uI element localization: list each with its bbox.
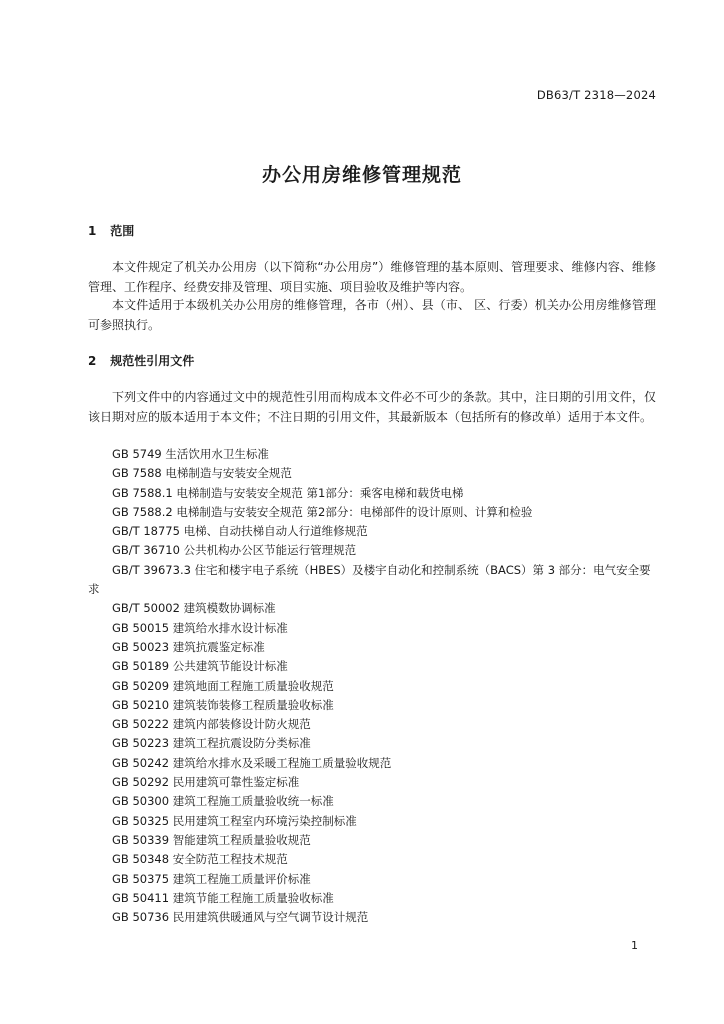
list-item: GB/T 36710 公共机构办公区节能运行管理规范 <box>112 543 357 558</box>
standard-code: DB63/T 2318—2024 <box>536 88 656 102</box>
list-item: GB 50209 建筑地面工程施工质量验收规范 <box>112 678 334 693</box>
section-heading-scope <box>88 222 134 239</box>
scope-paragraph-1: 本文件规定了机关办公用房（以下简称“办公用房”）维修管理的基本原则、管理要求、维修内容、维修管理、工作程序、经费安排及管理、项目实施、项目验收及维护等内容。 <box>88 260 656 294</box>
section-number: 2 <box>88 354 97 368</box>
list-item: GB 50222 建筑内部装修设计防火规范 <box>112 717 311 732</box>
list-item: GB 50023 建筑抗震鉴定标准 <box>112 639 265 654</box>
scope-paragraph-2: 本文件适用于本级机关办公用房的维修管理，各市（州）、县（市、 区、行委）机关办公用房维修管理可参照执行。 <box>88 298 656 332</box>
section-heading-normative-references <box>88 352 194 369</box>
references-intro-paragraph: 下列文件中的内容通过文中的规范性引用而构成本文件必不可少的条款。其中，注日期的引用文件，仅该日期对应的版本适用于本文件；不注日期的引用文件，其最新版本（包括所有的修改单）适用于本文件。 <box>88 390 656 424</box>
section-number: 1 <box>88 224 97 238</box>
list-item: GB 7588.2 电梯制造与安装安全规范 第2部分：电梯部件的设计原则、计算和检验 <box>112 504 533 519</box>
list-item: GB 50375 建筑工程施工质量评价标准 <box>112 871 311 886</box>
list-item: GB 50300 建筑工程施工质量验收统一标准 <box>112 794 334 809</box>
list-item: GB/T 50002 建筑模数协调标准 <box>112 601 276 616</box>
list-item: GB 50189 公共建筑节能设计标准 <box>112 659 288 674</box>
list-item: GB 50339 智能建筑工程质量验收规范 <box>112 832 311 847</box>
list-item: GB 50348 安全防范工程技术规范 <box>112 852 288 867</box>
document-title: 办公用房维修管理规范 <box>261 164 462 186</box>
list-item: GB/T 18775 电梯、自动扶梯自动人行道维修规范 <box>112 524 368 539</box>
normative-reference-list <box>88 445 658 927</box>
list-item: GB 50325 民用建筑工程室内环境污染控制标准 <box>112 813 357 828</box>
section-title: 规范性引用文件 <box>110 354 195 368</box>
list-item: GB 5749 生活饮用水卫生标准 <box>112 447 269 461</box>
page-number: 1 <box>631 939 638 952</box>
list-item: GB 50242 建筑给水排水及采暖工程施工质量验收规范 <box>112 755 392 770</box>
list-item: GB 50411 建筑节能工程施工质量验收标准 <box>112 890 334 905</box>
list-item: GB/T 39673.3 住宅和楼宇电子系统（HBES）及楼宇自动化和控制系统（BACS）第 3 部分：电气安全要求 <box>88 562 651 597</box>
list-item: GB 7588 电梯制造与安装安全规范 <box>112 466 292 481</box>
list-item: GB 50015 建筑给水排水设计标准 <box>112 620 288 635</box>
section-title: 范围 <box>110 224 135 238</box>
list-item: GB 50292 民用建筑可靠性鉴定标准 <box>112 775 300 790</box>
list-item: GB 7588.1 电梯制造与安装安全规范 第1部分：乘客电梯和载货电梯 <box>112 485 464 500</box>
list-item: GB 50223 建筑工程抗震设防分类标准 <box>112 736 311 751</box>
list-item: GB 50736 民用建筑供暖通风与空气调节设计规范 <box>112 910 369 925</box>
list-item: GB 50210 建筑装饰装修工程质量验收标准 <box>112 697 334 712</box>
